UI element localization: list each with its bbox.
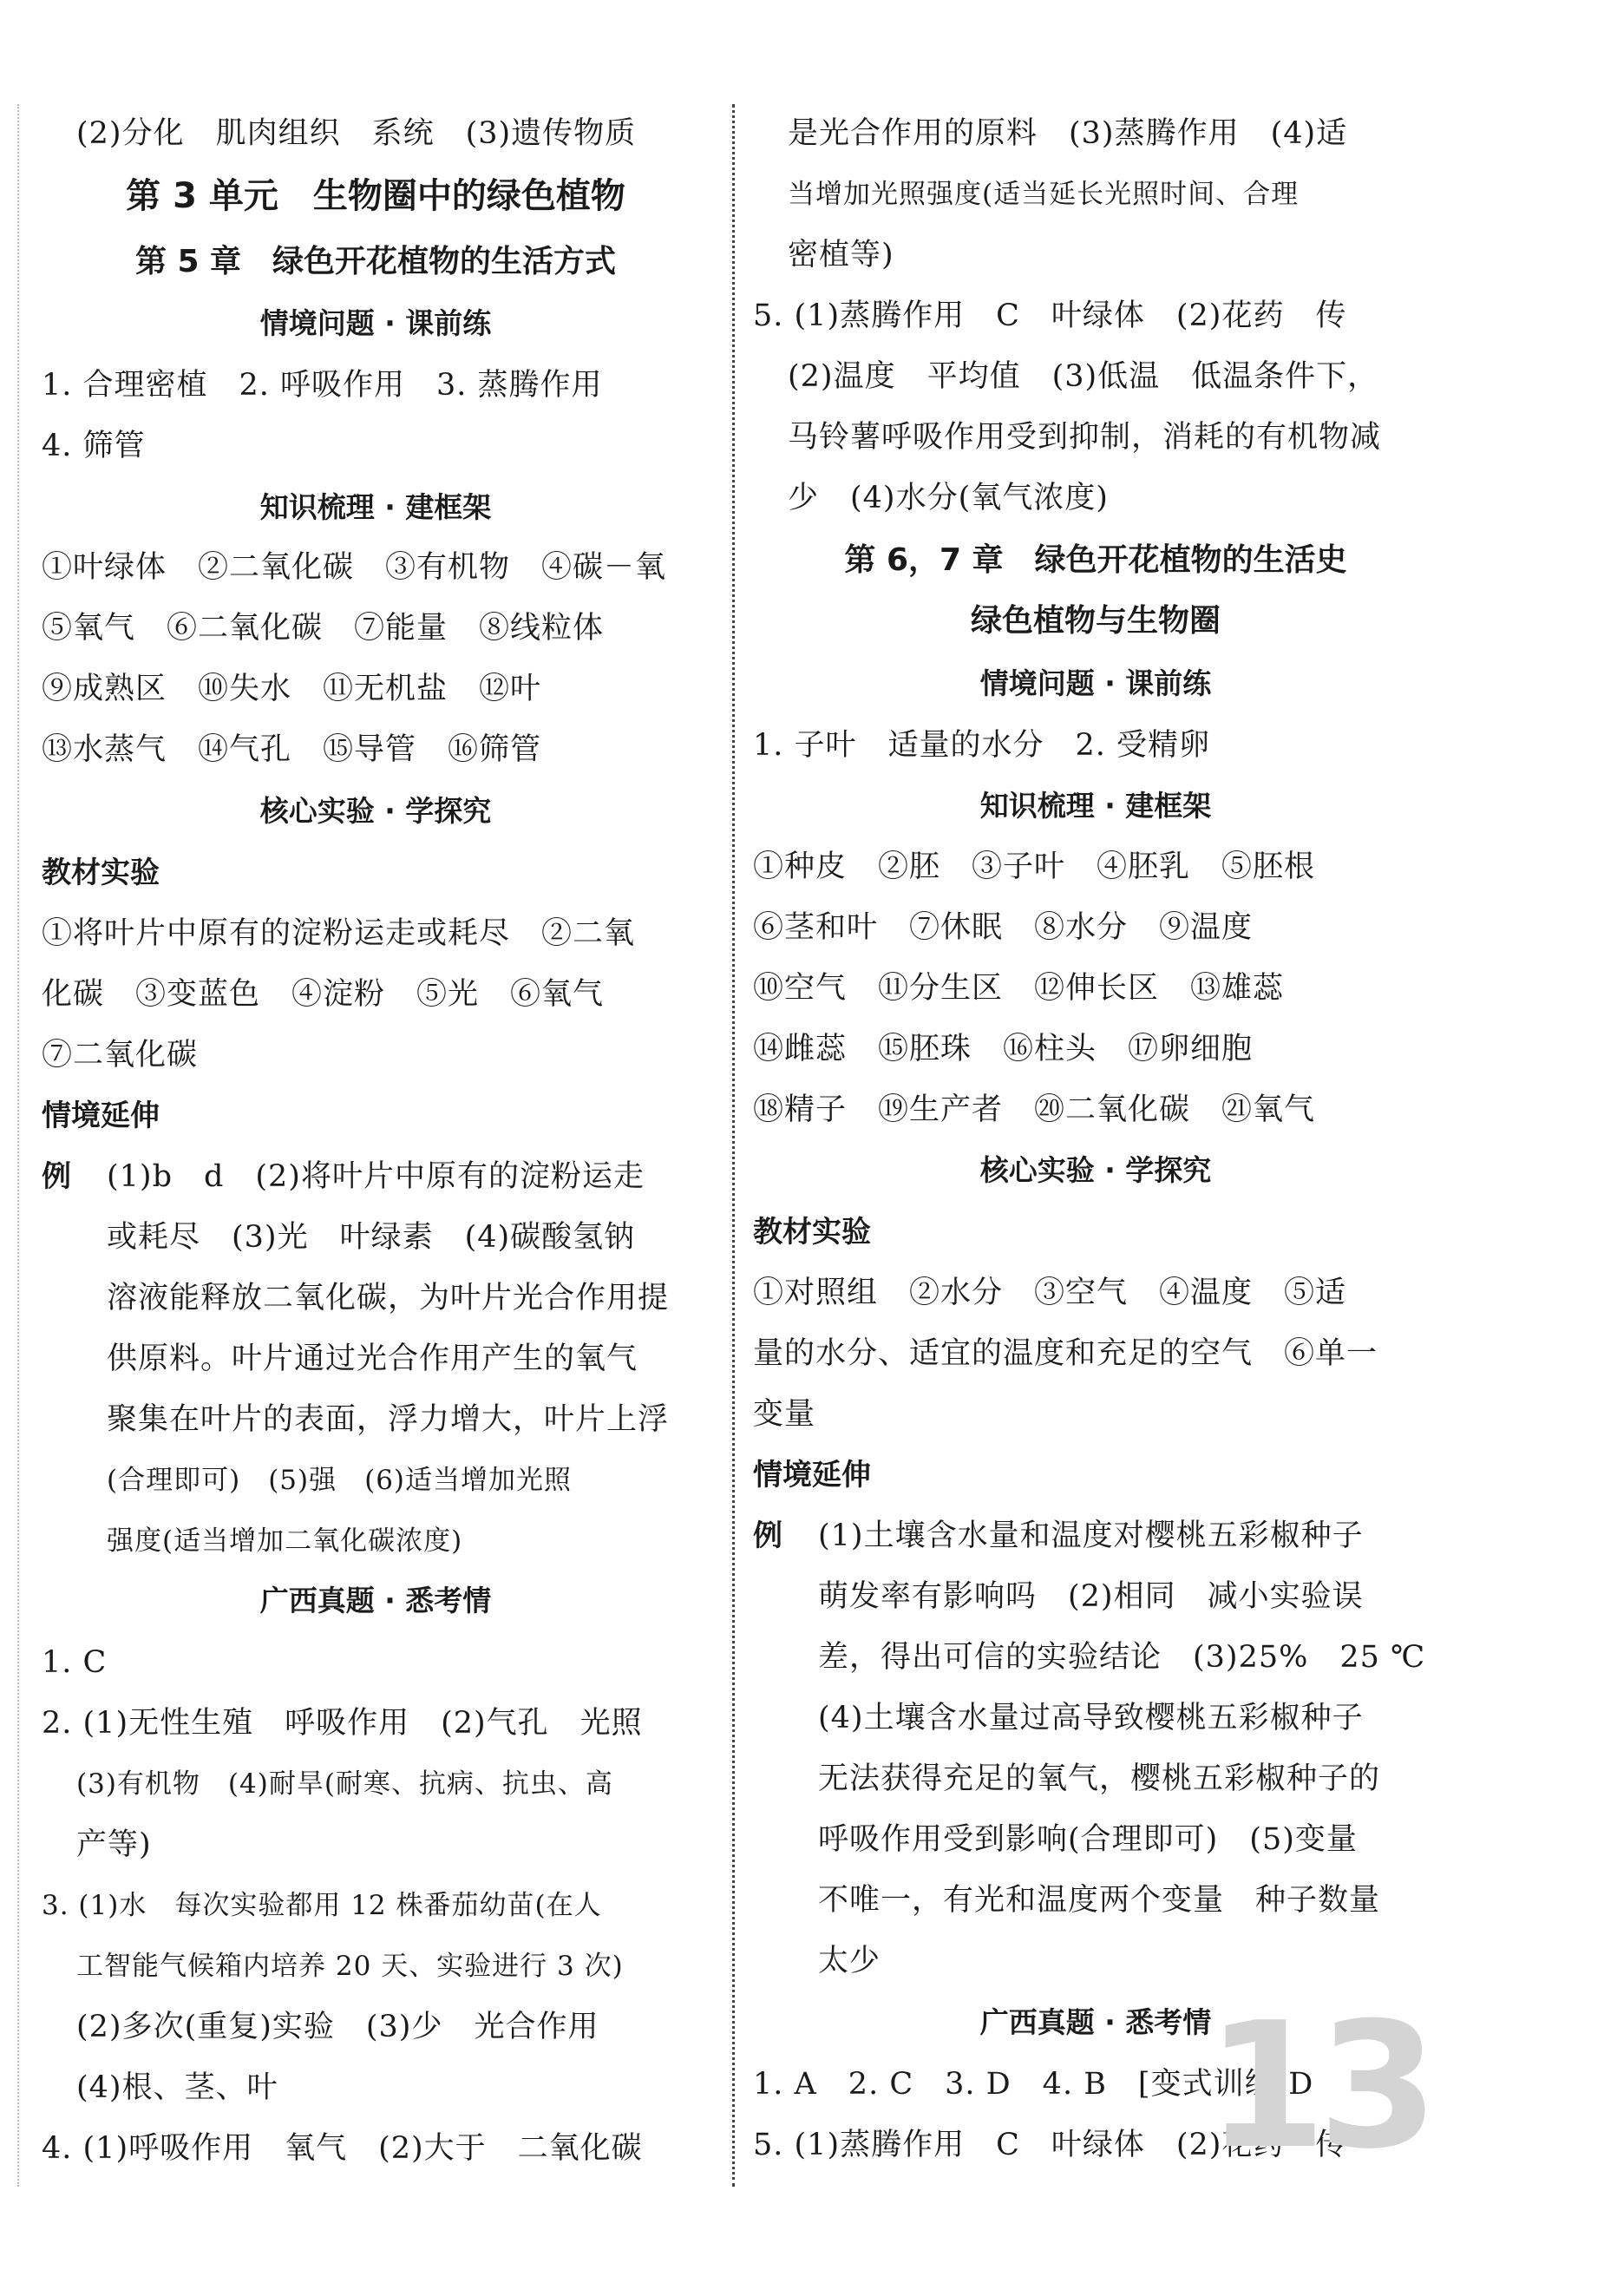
answer-line: 量的水分、适宜的温度和充足的空气 ⑥单一 <box>753 1336 1378 1371</box>
answer-line: (1)土壤含水量和温度对樱桃五彩椒种子 <box>818 1519 1364 1553</box>
answer-line: 无法获得充足的氧气，樱桃五彩椒种子的 <box>818 1761 1381 1796</box>
answer-line: ⑱精子 ⑲生产者 ⑳二氧化碳 ㉑氧气 <box>753 1092 1316 1127</box>
answer-line: (4)土壤含水量过高导致樱桃五彩椒种子 <box>818 1701 1364 1735</box>
answer-line: 产等) <box>76 1827 152 1862</box>
answer-line: ①种皮 ②胚 ③子叶 ④胚乳 ⑤胚根 <box>753 850 1316 884</box>
answer-line: 5. (1)蒸腾作用 C 叶绿体 (2)花药 传 <box>753 2128 1347 2162</box>
answer-line: (2)多次(重复)实验 (3)少 光合作用 <box>76 2010 599 2044</box>
answer-line: 化碳 ③变蓝色 ④淀粉 ⑤光 ⑥氧气 <box>42 977 605 1012</box>
answer-line: 5. (1)蒸腾作用 C 叶绿体 (2)花药 传 <box>753 298 1347 333</box>
answer-line: (2)温度 平均值 (3)低温 低温条件下， <box>788 359 1379 394</box>
chapter-title: 第 5 章 绿色开花植物的生活方式 <box>134 244 617 279</box>
answer-line: 2. (1)无性生殖 呼吸作用 (2)气孔 光照 <box>42 1706 643 1741</box>
section-title: 情境问题 · 课前练 <box>259 306 492 340</box>
answer-line: 1. C <box>42 1645 108 1680</box>
answer-line: (4)根、茎、叶 <box>76 2070 278 2105</box>
answer-line: (2)分化 肌肉组织 系统 (3)遗传物质 <box>76 116 637 151</box>
chapter-title: 第 6，7 章 绿色开花植物的生活史 <box>844 542 1347 578</box>
chapter-subtitle: 绿色植物与生物圈 <box>970 603 1221 639</box>
column-divider <box>732 104 735 2187</box>
answer-line: ⑦二氧化碳 <box>42 1038 199 1073</box>
answer-line: (1)b d (2)将叶片中原有的淀粉运走 <box>107 1159 645 1194</box>
answer-line: 密植等) <box>788 238 894 272</box>
answer-line: 1. 子叶 适量的水分 2. 受精卵 <box>753 728 1211 763</box>
subheading: 教材实验 <box>753 1215 871 1250</box>
answer-line: ⑭雌蕊 ⑮胚珠 ⑯柱头 ⑰卵细胞 <box>753 1032 1254 1066</box>
answer-line: ⑥茎和叶 ⑦休眠 ⑧水分 ⑨温度 <box>753 910 1254 945</box>
answer-line: 4. 筛管 <box>42 429 146 463</box>
section-title: 知识梳理 · 建框架 <box>259 490 492 524</box>
section-title: 知识梳理 · 建框架 <box>979 789 1212 823</box>
section-title: 广西真题 · 悉考情 <box>979 2005 1212 2039</box>
answer-line: 或耗尽 (3)光 叶绿素 (4)碳酸氢钠 <box>107 1220 636 1255</box>
answer-line: ①将叶片中原有的淀粉运走或耗尽 ②二氧 <box>42 916 636 951</box>
answer-line: 3. (1)水 每次实验都用 12 株番茄幼苗(在人 <box>42 1890 602 1921</box>
section-title: 广西真题 · 悉考情 <box>259 1584 492 1617</box>
answer-line: 呼吸作用受到影响(合理即可) (5)变量 <box>818 1822 1358 1857</box>
answer-line: 溶液能释放二氧化碳，为叶片光合作用提 <box>107 1281 670 1315</box>
answer-line: ①叶绿体 ②二氧化碳 ③有机物 ④碳－氧 <box>42 550 667 585</box>
answer-line: 1. 合理密植 2. 呼吸作用 3. 蒸腾作用 <box>42 368 603 403</box>
answer-line: 差，得出可信的实验结论 (3)25% 25 ℃ <box>818 1640 1426 1675</box>
answer-line: 强度(适当增加二氧化碳浓度) <box>107 1525 463 1557</box>
answer-line: ⑬水蒸气 ⑭气孔 ⑮导管 ⑯筛管 <box>42 732 542 767</box>
answer-line: 1. A 2. C 3. D 4. B [变式训练]D <box>753 2067 1314 2102</box>
answer-line: ⑨成熟区 ⑩失水 ⑪无机盐 ⑫叶 <box>42 672 542 706</box>
answer-line: ⑩空气 ⑪分生区 ⑫伸长区 ⑬雄蕊 <box>753 971 1285 1006</box>
section-title: 核心实验 · 学探究 <box>259 794 492 828</box>
answer-line: 供原料。叶片通过光合作用产生的氧气 <box>107 1342 638 1376</box>
unit-title: 第 3 单元 生物圈中的绿色植物 <box>126 176 625 216</box>
answer-line: (合理即可) (5)强 (6)适当增加光照 <box>107 1465 573 1496</box>
example-label: 例 <box>42 1159 71 1194</box>
answer-line: ⑤氧气 ⑥二氧化碳 ⑦能量 ⑧线粒体 <box>42 611 605 646</box>
subheading: 情境延伸 <box>753 1458 871 1492</box>
answer-line: 少 (4)水分(氧气浓度) <box>788 481 1109 515</box>
subheading: 教材实验 <box>42 856 160 890</box>
answer-line: 工智能气候箱内培养 20 天、实验进行 3 次) <box>76 1951 624 1982</box>
answer-line: 是光合作用的原料 (3)蒸腾作用 (4)适 <box>788 116 1348 151</box>
subheading: 情境延伸 <box>42 1099 160 1133</box>
answer-line: 聚集在叶片的表面，浮力增大，叶片上浮 <box>107 1402 670 1437</box>
left-margin-rule <box>17 104 19 2187</box>
answer-line: ①对照组 ②水分 ③空气 ④温度 ⑤适 <box>753 1276 1347 1310</box>
answer-line: 当增加光照强度(适当延长光照时间、合理 <box>788 179 1300 210</box>
answer-line: 不唯一，有光和温度两个变量 种子数量 <box>818 1883 1381 1918</box>
answer-line: 变量 <box>753 1397 816 1432</box>
answer-line: 马铃薯呼吸作用受到抑制，消耗的有机物减 <box>788 420 1382 455</box>
answer-line: (3)有机物 (4)耐旱(耐寒、抗病、抗虫、高 <box>76 1768 613 1800</box>
example-label: 例 <box>753 1519 782 1553</box>
answer-line: 4. (1)呼吸作用 氧气 (2)大于 二氧化碳 <box>42 2131 643 2166</box>
page-number: 13 <box>1206 1985 1431 2188</box>
section-title: 核心实验 · 学探究 <box>979 1153 1212 1187</box>
answer-line: 太少 <box>818 1944 881 1978</box>
answer-line: 萌发率有影响吗 (2)相同 减小实验误 <box>818 1579 1364 1614</box>
section-title: 情境问题 · 课前练 <box>979 666 1212 700</box>
